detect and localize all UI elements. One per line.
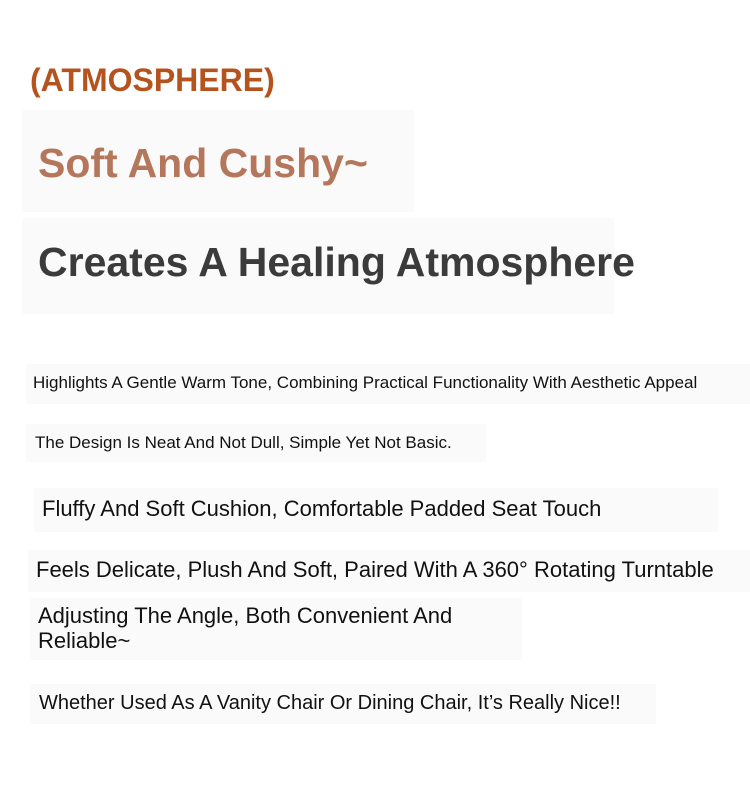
feature-line-1: Highlights A Gentle Warm Tone, Combining Practical Functionality With Aesthetic Appeal	[33, 373, 698, 392]
feature-line-5: Adjusting The Angle, Both Convenient And Reliable~	[38, 603, 453, 653]
subheadline: Creates A Healing Atmosphere	[38, 239, 635, 285]
feature-line-4: Feels Delicate, Plush And Soft, Paired With A 360° Rotating Turntable	[36, 557, 714, 582]
feature-line-3: Fluffy And Soft Cushion, Comfortable Padded Seat Touch	[42, 496, 602, 521]
section-tag: (ATMOSPHERE)	[30, 62, 275, 98]
headline: Soft And Cushy~	[38, 140, 368, 186]
feature-line-6: Whether Used As A Vanity Chair Or Dining Chair, It’s Really Nice!!	[39, 692, 621, 714]
feature-line-2: The Design Is Neat And Not Dull, Simple Yet Not Basic.	[35, 433, 452, 452]
